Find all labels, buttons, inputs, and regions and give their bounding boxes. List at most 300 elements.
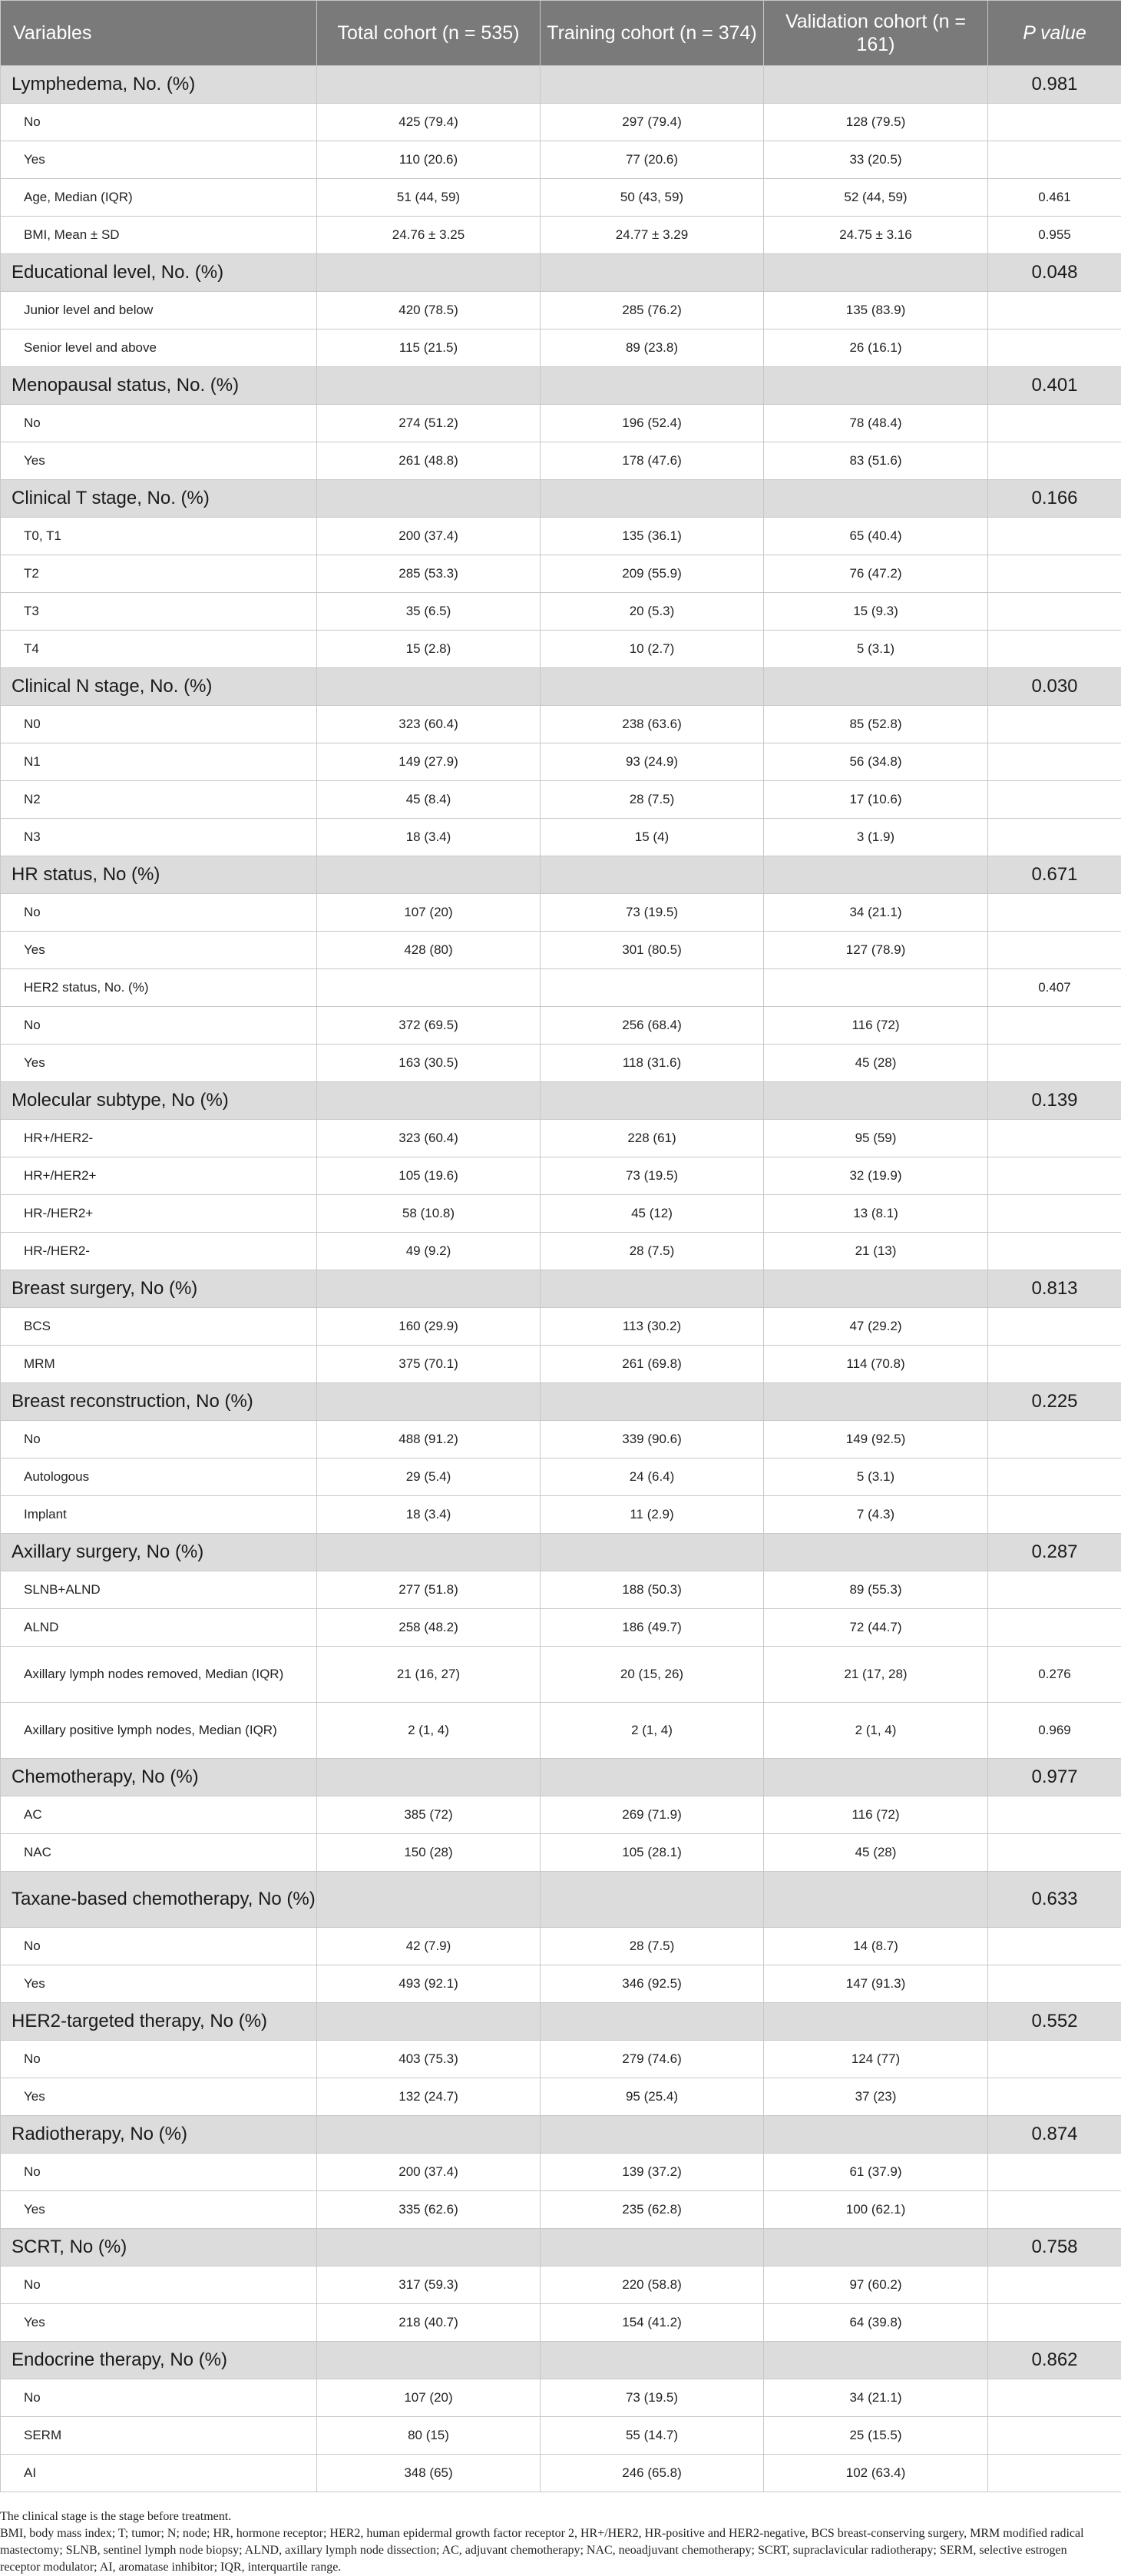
row-label: T4 <box>1 631 317 668</box>
cell-p-value <box>988 706 1121 743</box>
cell-training: 95 (25.4) <box>541 2078 764 2116</box>
cell-validation <box>764 668 988 706</box>
table-row <box>1 1346 1121 1383</box>
table-row <box>1 1571 1121 1609</box>
cell-p-value: 0.030 <box>988 668 1121 706</box>
table-row <box>1 593 1121 631</box>
header-total-cohort: Total cohort (n = 535) <box>317 1 541 66</box>
cell-p-value: 0.048 <box>988 254 1121 292</box>
group-header-row <box>1 2342 1121 2379</box>
cell-p-value: 0.139 <box>988 1082 1121 1120</box>
cell-validation <box>764 2229 988 2266</box>
cell-validation: 45 (28) <box>764 1834 988 1872</box>
cell-validation: 17 (10.6) <box>764 781 988 819</box>
group-label: Endocrine therapy, No (%) <box>1 2342 317 2379</box>
cell-validation <box>764 254 988 292</box>
cell-training: 24 (6.4) <box>541 1459 764 1496</box>
row-label: Senior level and above <box>1 329 317 367</box>
table-row <box>1 1045 1121 1082</box>
cell-p-value: 0.166 <box>988 480 1121 518</box>
table-row <box>1 1609 1121 1647</box>
footnote-stage: The clinical stage is the stage before treatment. <box>0 2508 1106 2525</box>
cell-validation: 78 (48.4) <box>764 405 988 442</box>
group-label: HR status, No (%) <box>1 856 317 894</box>
group-header-row <box>1 1534 1121 1571</box>
group-label: Axillary surgery, No (%) <box>1 1534 317 1571</box>
cell-total: 15 (2.8) <box>317 631 541 668</box>
cell-validation: 116 (72) <box>764 1796 988 1834</box>
cell-training <box>541 2342 764 2379</box>
cell-validation <box>764 2342 988 2379</box>
group-label: Chemotherapy, No (%) <box>1 1759 317 1796</box>
cell-training <box>541 66 764 104</box>
cell-p-value <box>988 329 1121 367</box>
cell-validation: 37 (23) <box>764 2078 988 2116</box>
cell-validation: 149 (92.5) <box>764 1421 988 1459</box>
cell-total: 335 (62.6) <box>317 2191 541 2229</box>
row-label: N1 <box>1 743 317 781</box>
row-label: Yes <box>1 932 317 969</box>
cell-training: 113 (30.2) <box>541 1308 764 1346</box>
cell-validation: 56 (34.8) <box>764 743 988 781</box>
cell-total: 493 (92.1) <box>317 1965 541 2003</box>
table-row <box>1 1007 1121 1045</box>
cell-p-value: 0.287 <box>988 1534 1121 1571</box>
cell-total <box>317 367 541 405</box>
cell-total: 200 (37.4) <box>317 518 541 555</box>
cell-training <box>541 480 764 518</box>
cell-p-value <box>988 1496 1121 1534</box>
cell-validation: 5 (3.1) <box>764 631 988 668</box>
cell-total: 274 (51.2) <box>317 405 541 442</box>
cell-training: 246 (65.8) <box>541 2455 764 2492</box>
cell-training: 301 (80.5) <box>541 932 764 969</box>
cell-p-value <box>988 2191 1121 2229</box>
table-row <box>1 1965 1121 2003</box>
cell-total: 403 (75.3) <box>317 2041 541 2078</box>
group-header-row <box>1 2116 1121 2154</box>
table-row <box>1 518 1121 555</box>
cell-total <box>317 2342 541 2379</box>
cell-training: 346 (92.5) <box>541 1965 764 2003</box>
cell-training <box>541 1759 764 1796</box>
table-row <box>1 2304 1121 2342</box>
table-row <box>1 1703 1121 1759</box>
cell-p-value: 0.955 <box>988 217 1121 254</box>
cell-p-value <box>988 1195 1121 1233</box>
row-label: Yes <box>1 2191 317 2229</box>
group-header-row <box>1 668 1121 706</box>
row-label: Yes <box>1 442 317 480</box>
table-row <box>1 781 1121 819</box>
cell-validation: 127 (78.9) <box>764 932 988 969</box>
cell-total: 110 (20.6) <box>317 141 541 179</box>
cell-p-value <box>988 442 1121 480</box>
cell-p-value <box>988 1120 1121 1157</box>
cell-validation: 72 (44.7) <box>764 1609 988 1647</box>
group-label: Radiotherapy, No (%) <box>1 2116 317 2154</box>
table-row <box>1 706 1121 743</box>
table-row <box>1 743 1121 781</box>
row-label: MRM <box>1 1346 317 1383</box>
table-row <box>1 631 1121 668</box>
cell-validation: 61 (37.9) <box>764 2154 988 2191</box>
row-label: AI <box>1 2455 317 2492</box>
cell-validation: 13 (8.1) <box>764 1195 988 1233</box>
cell-training <box>541 1534 764 1571</box>
cell-total: 115 (21.5) <box>317 329 541 367</box>
table-row <box>1 819 1121 856</box>
row-label: HER2 status, No. (%) <box>1 969 317 1007</box>
group-label: Molecular subtype, No (%) <box>1 1082 317 1120</box>
row-label: N0 <box>1 706 317 743</box>
table-row <box>1 329 1121 367</box>
header-variables: Variables <box>1 1 317 66</box>
table-body <box>1 66 1121 2492</box>
cell-total <box>317 668 541 706</box>
cell-training: 196 (52.4) <box>541 405 764 442</box>
cell-training: 269 (71.9) <box>541 1796 764 1834</box>
group-label: Breast reconstruction, No (%) <box>1 1383 317 1421</box>
cell-total: 200 (37.4) <box>317 2154 541 2191</box>
group-header-row <box>1 254 1121 292</box>
cell-total: 425 (79.4) <box>317 104 541 141</box>
row-label: HR+/HER2- <box>1 1120 317 1157</box>
table-row <box>1 2266 1121 2304</box>
cell-p-value <box>988 2154 1121 2191</box>
cell-validation <box>764 480 988 518</box>
cell-total <box>317 1383 541 1421</box>
cell-validation: 45 (28) <box>764 1045 988 1082</box>
group-label: Menopausal status, No. (%) <box>1 367 317 405</box>
cell-total: 80 (15) <box>317 2417 541 2455</box>
row-label: N2 <box>1 781 317 819</box>
row-label: HR+/HER2+ <box>1 1157 317 1195</box>
row-label: Yes <box>1 141 317 179</box>
cell-p-value <box>988 631 1121 668</box>
cell-training: 228 (61) <box>541 1120 764 1157</box>
row-label: NAC <box>1 1834 317 1872</box>
cell-p-value <box>988 593 1121 631</box>
cell-total: 258 (48.2) <box>317 1609 541 1647</box>
cell-validation <box>764 367 988 405</box>
cell-training: 11 (2.9) <box>541 1496 764 1534</box>
cell-p-value: 0.758 <box>988 2229 1121 2266</box>
group-label: HER2-targeted therapy, No (%) <box>1 2003 317 2041</box>
cell-p-value <box>988 2041 1121 2078</box>
row-label: AC <box>1 1796 317 1834</box>
row-label: No <box>1 2266 317 2304</box>
cell-p-value <box>988 1421 1121 1459</box>
cell-training <box>541 1872 764 1928</box>
cell-p-value <box>988 1571 1121 1609</box>
row-label: No <box>1 894 317 932</box>
table-row <box>1 2154 1121 2191</box>
cell-training <box>541 254 764 292</box>
row-label: T0, T1 <box>1 518 317 555</box>
row-label: BMI, Mean ± SD <box>1 217 317 254</box>
cell-training: 89 (23.8) <box>541 329 764 367</box>
group-header-row <box>1 1872 1121 1928</box>
cell-validation: 64 (39.8) <box>764 2304 988 2342</box>
cell-p-value <box>988 405 1121 442</box>
table-footnotes <box>0 2508 1106 2576</box>
cell-validation: 95 (59) <box>764 1120 988 1157</box>
group-label: Clinical N stage, No. (%) <box>1 668 317 706</box>
cell-training: 279 (74.6) <box>541 2041 764 2078</box>
row-label: No <box>1 2041 317 2078</box>
table-row <box>1 894 1121 932</box>
cell-p-value <box>988 1157 1121 1195</box>
cell-training: 178 (47.6) <box>541 442 764 480</box>
cell-total: 261 (48.8) <box>317 442 541 480</box>
cell-total: 218 (40.7) <box>317 2304 541 2342</box>
table-row <box>1 932 1121 969</box>
table-row <box>1 179 1121 217</box>
cell-validation: 15 (9.3) <box>764 593 988 631</box>
header-training-cohort: Training cohort (n = 374) <box>541 1 764 66</box>
cell-total: 323 (60.4) <box>317 706 541 743</box>
cell-total <box>317 2003 541 2041</box>
cell-total <box>317 1759 541 1796</box>
cell-total <box>317 2229 541 2266</box>
group-header-row <box>1 856 1121 894</box>
row-label: Yes <box>1 1045 317 1082</box>
cell-total: 163 (30.5) <box>317 1045 541 1082</box>
cell-training <box>541 1383 764 1421</box>
cell-validation: 26 (16.1) <box>764 329 988 367</box>
cell-validation: 76 (47.2) <box>764 555 988 593</box>
row-label: T3 <box>1 593 317 631</box>
table-row <box>1 1834 1121 1872</box>
footnote-abbreviations: BMI, body mass index; T; tumor; N; node; HR, hormone receptor; HER2, human epidermal growth factor receptor 2, HR+/HER2, HR-positive and HER2-negative, BCS breast-conserving surgery, MRM modified radical mastectomy; SLNB, sentinel lymph node biopsy; ALND, axillary lymph node dissection; AC, adjuvant chemotherapy; NAC, neoadjuvant chemotherapy; SCRT, supraclavicular radiotherapy; SERM, selective estrogen receptor modulator; AI, aromatase inhibitor; IQR, interquartile range. <box>0 2525 1106 2576</box>
row-label: T2 <box>1 555 317 593</box>
cell-validation: 128 (79.5) <box>764 104 988 141</box>
table-row <box>1 2041 1121 2078</box>
row-label: Age, Median (IQR) <box>1 179 317 217</box>
cell-validation <box>764 66 988 104</box>
cell-validation: 5 (3.1) <box>764 1459 988 1496</box>
group-header-row <box>1 367 1121 405</box>
cell-total: 132 (24.7) <box>317 2078 541 2116</box>
row-label: HR-/HER2- <box>1 1233 317 1270</box>
cell-validation: 114 (70.8) <box>764 1346 988 1383</box>
table-row <box>1 2379 1121 2417</box>
row-label: Junior level and below <box>1 292 317 329</box>
table-row <box>1 1928 1121 1965</box>
cell-training: 50 (43, 59) <box>541 179 764 217</box>
cell-p-value <box>988 1045 1121 1082</box>
cell-total: 428 (80) <box>317 932 541 969</box>
cell-training <box>541 1082 764 1120</box>
cell-total: 149 (27.9) <box>317 743 541 781</box>
cell-p-value <box>988 104 1121 141</box>
group-header-row <box>1 1759 1121 1796</box>
table-header-row <box>1 1 1121 66</box>
cell-validation: 97 (60.2) <box>764 2266 988 2304</box>
cell-training: 93 (24.9) <box>541 743 764 781</box>
cell-training: 10 (2.7) <box>541 631 764 668</box>
cell-total: 107 (20) <box>317 894 541 932</box>
cell-total: 323 (60.4) <box>317 1120 541 1157</box>
row-label: No <box>1 1007 317 1045</box>
table-row <box>1 1195 1121 1233</box>
cell-validation: 147 (91.3) <box>764 1965 988 2003</box>
cell-p-value <box>988 2304 1121 2342</box>
row-label: No <box>1 2154 317 2191</box>
cell-total: 21 (16, 27) <box>317 1647 541 1703</box>
cell-training: 297 (79.4) <box>541 104 764 141</box>
cell-total: 105 (19.6) <box>317 1157 541 1195</box>
cell-validation: 21 (17, 28) <box>764 1647 988 1703</box>
cell-p-value: 0.461 <box>988 179 1121 217</box>
table-row <box>1 442 1121 480</box>
cell-total <box>317 856 541 894</box>
cell-p-value <box>988 518 1121 555</box>
table-row <box>1 1496 1121 1534</box>
cell-training: 73 (19.5) <box>541 894 764 932</box>
cell-total: 45 (8.4) <box>317 781 541 819</box>
cell-p-value <box>988 1965 1121 2003</box>
cell-validation: 33 (20.5) <box>764 141 988 179</box>
cell-total <box>317 2116 541 2154</box>
table-row <box>1 1157 1121 1195</box>
cell-total: 488 (91.2) <box>317 1421 541 1459</box>
table-row <box>1 141 1121 179</box>
cell-total: 24.76 ± 3.25 <box>317 217 541 254</box>
cell-total: 107 (20) <box>317 2379 541 2417</box>
row-label: N3 <box>1 819 317 856</box>
cell-validation <box>764 1383 988 1421</box>
cell-training: 73 (19.5) <box>541 1157 764 1195</box>
row-label: No <box>1 405 317 442</box>
cell-validation: 83 (51.6) <box>764 442 988 480</box>
cell-training <box>541 2229 764 2266</box>
cell-validation: 7 (4.3) <box>764 1496 988 1534</box>
row-label: Yes <box>1 2078 317 2116</box>
row-label: No <box>1 1928 317 1965</box>
group-header-row <box>1 2003 1121 2041</box>
cell-total: 2 (1, 4) <box>317 1703 541 1759</box>
cell-training: 24.77 ± 3.29 <box>541 217 764 254</box>
table-row <box>1 1796 1121 1834</box>
group-header-row <box>1 66 1121 104</box>
cell-validation: 24.75 ± 3.16 <box>764 217 988 254</box>
cell-total: 277 (51.8) <box>317 1571 541 1609</box>
cell-total: 150 (28) <box>317 1834 541 1872</box>
group-label: Clinical T stage, No. (%) <box>1 480 317 518</box>
cell-training: 118 (31.6) <box>541 1045 764 1082</box>
group-label: Educational level, No. (%) <box>1 254 317 292</box>
table-row <box>1 1308 1121 1346</box>
cell-validation: 85 (52.8) <box>764 706 988 743</box>
cell-training: 77 (20.6) <box>541 141 764 179</box>
row-label: Axillary lymph nodes removed, Median (IQR) <box>1 1647 317 1703</box>
cell-total <box>317 969 541 1007</box>
cell-p-value <box>988 781 1121 819</box>
cell-p-value <box>988 1928 1121 1965</box>
table-row <box>1 1459 1121 1496</box>
cell-training: 188 (50.3) <box>541 1571 764 1609</box>
cell-validation <box>764 1082 988 1120</box>
cell-validation: 47 (29.2) <box>764 1308 988 1346</box>
table-row <box>1 405 1121 442</box>
cell-training <box>541 856 764 894</box>
cell-training: 154 (41.2) <box>541 2304 764 2342</box>
cell-validation <box>764 856 988 894</box>
cell-total <box>317 480 541 518</box>
table-row <box>1 2417 1121 2455</box>
cell-total: 285 (53.3) <box>317 555 541 593</box>
cell-validation: 52 (44, 59) <box>764 179 988 217</box>
cell-total: 160 (29.9) <box>317 1308 541 1346</box>
cell-p-value <box>988 2078 1121 2116</box>
cell-p-value <box>988 555 1121 593</box>
cell-total: 317 (59.3) <box>317 2266 541 2304</box>
header-p-value <box>988 1 1121 66</box>
cell-training: 105 (28.1) <box>541 1834 764 1872</box>
cell-p-value <box>988 2417 1121 2455</box>
cell-training: 28 (7.5) <box>541 781 764 819</box>
cell-training: 220 (58.8) <box>541 2266 764 2304</box>
cell-total <box>317 1872 541 1928</box>
table-row <box>1 1647 1121 1703</box>
cell-validation: 116 (72) <box>764 1007 988 1045</box>
cell-total: 18 (3.4) <box>317 819 541 856</box>
cell-total: 348 (65) <box>317 2455 541 2492</box>
table-row <box>1 217 1121 254</box>
cell-training: 55 (14.7) <box>541 2417 764 2455</box>
group-header-row <box>1 1270 1121 1308</box>
group-header-row <box>1 2229 1121 2266</box>
cell-p-value: 0.813 <box>988 1270 1121 1308</box>
row-label: Autologous <box>1 1459 317 1496</box>
cell-training: 15 (4) <box>541 819 764 856</box>
cell-training: 73 (19.5) <box>541 2379 764 2417</box>
cell-p-value <box>988 894 1121 932</box>
row-label: No <box>1 2379 317 2417</box>
cell-p-value <box>988 2266 1121 2304</box>
cell-p-value <box>988 292 1121 329</box>
cell-training: 209 (55.9) <box>541 555 764 593</box>
cell-p-value: 0.225 <box>988 1383 1121 1421</box>
cell-validation <box>764 1534 988 1571</box>
row-label: SERM <box>1 2417 317 2455</box>
table-row <box>1 2455 1121 2492</box>
row-label: BCS <box>1 1308 317 1346</box>
row-label: No <box>1 104 317 141</box>
group-label: Lymphedema, No. (%) <box>1 66 317 104</box>
cell-validation: 3 (1.9) <box>764 819 988 856</box>
cell-p-value: 0.671 <box>988 856 1121 894</box>
table-row <box>1 1421 1121 1459</box>
cell-p-value: 0.276 <box>988 1647 1121 1703</box>
row-label: Axillary positive lymph nodes, Median (IQR) <box>1 1703 317 1759</box>
cell-validation <box>764 1759 988 1796</box>
cell-training: 135 (36.1) <box>541 518 764 555</box>
table-row <box>1 292 1121 329</box>
cell-training: 20 (5.3) <box>541 593 764 631</box>
cell-p-value <box>988 1796 1121 1834</box>
cell-training: 28 (7.5) <box>541 1233 764 1270</box>
cell-p-value: 0.874 <box>988 2116 1121 2154</box>
row-label: No <box>1 1421 317 1459</box>
header-validation-cohort: Validation cohort (n = 161) <box>764 1 988 66</box>
cell-training: 20 (15, 26) <box>541 1647 764 1703</box>
cell-p-value: 0.633 <box>988 1872 1121 1928</box>
cell-total <box>317 1270 541 1308</box>
group-label: SCRT, No (%) <box>1 2229 317 2266</box>
